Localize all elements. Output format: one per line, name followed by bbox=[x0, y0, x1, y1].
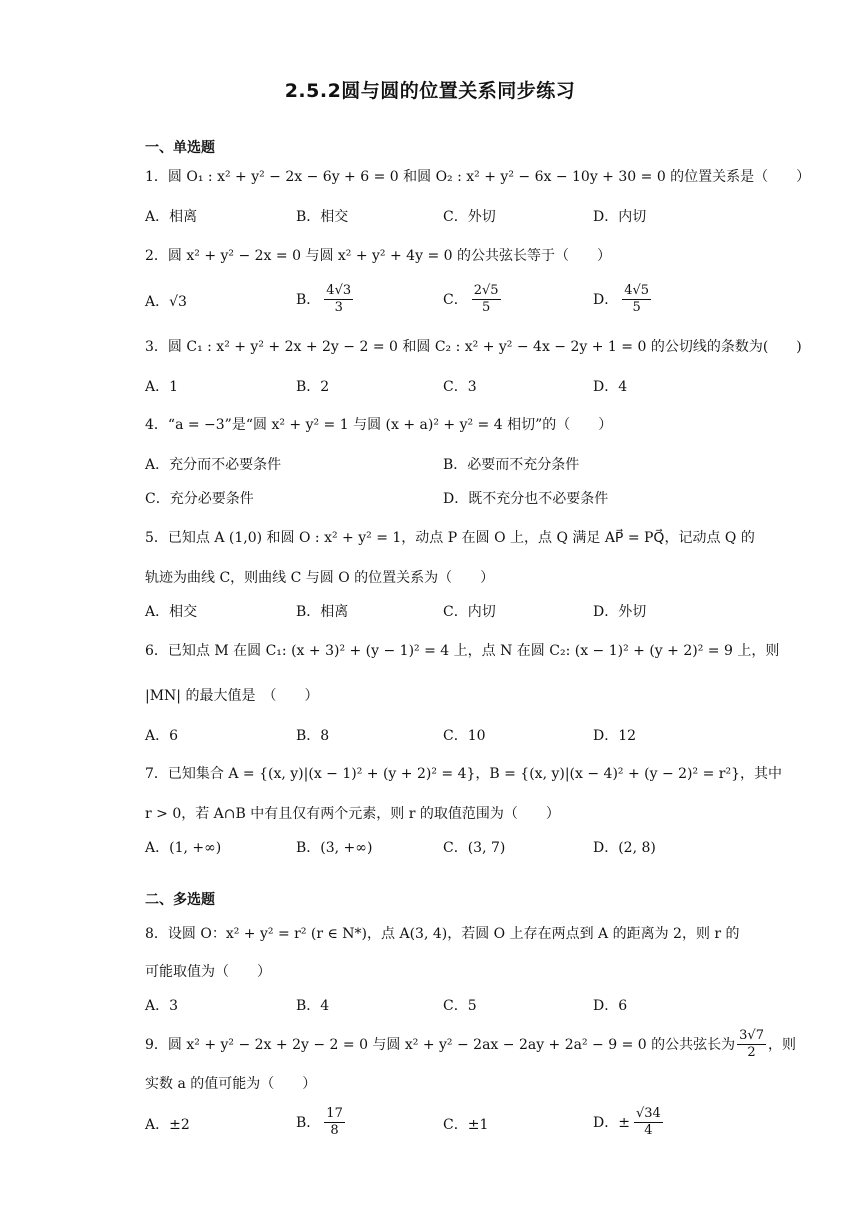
fraction-denominator: 2 bbox=[747, 1045, 756, 1060]
q6-option-a: A．6 bbox=[145, 728, 179, 744]
q1-option-b: B．相交 bbox=[296, 209, 349, 225]
fraction-numerator: 4√3 bbox=[326, 283, 352, 298]
fraction-denominator: 4 bbox=[644, 1123, 653, 1138]
question-9-line-1 bbox=[145, 1028, 796, 1061]
q7-option-d: D．(2, 8) bbox=[593, 840, 656, 856]
page-title: 2.5.2圆与圆的位置关系同步练习 bbox=[284, 80, 576, 102]
question-8-line-2: 可能取值为（ ） bbox=[145, 964, 271, 980]
q3-option-c: C．3 bbox=[443, 379, 477, 395]
section-heading-single: 一、单选题 bbox=[145, 140, 215, 156]
q7-option-a: A．(1, +∞) bbox=[145, 840, 222, 856]
question-6-line-1: 6．已知点 M 在圆 C₁: (x + 3)² + (y − 1)² = 4 上，点 N 在圆 C₂: (x − 1)² + (y + 2)² = 9 上，则 bbox=[145, 643, 780, 659]
question-2-stem: 2．圆 x² + y² − 2x = 0 与圆 x² + y² + 4y = 0 的公共弦长等于（ ） bbox=[145, 248, 611, 264]
q9-option-b bbox=[296, 1106, 345, 1139]
q3-option-b: B．2 bbox=[296, 379, 330, 395]
q7-option-c: C．(3, 7) bbox=[443, 840, 506, 856]
fraction-numerator: √34 bbox=[635, 1106, 661, 1121]
q5-option-b: B．相离 bbox=[296, 604, 349, 620]
q5-option-a: A．相交 bbox=[145, 604, 198, 620]
question-4-stem: 4．“a = −3”是“圆 x² + y² = 1 与圆 (x + a)² + y² = 4 相切”的（ ） bbox=[145, 417, 613, 433]
question-9-line-1-text: 9．圆 x² + y² − 2x + 2y − 2 = 0 与圆 x² + y² − 2ax − 2ay + 2a² − 9 = 0 的公共弦长为 bbox=[145, 1036, 736, 1053]
section-heading-multi: 二、多选题 bbox=[145, 892, 215, 908]
fraction-numerator: 2√5 bbox=[473, 283, 499, 298]
fraction-denominator: 3 bbox=[334, 300, 343, 315]
q1-option-c: C．外切 bbox=[443, 209, 496, 225]
q9-option-c: C．±1 bbox=[443, 1117, 489, 1133]
q5-option-c: C．内切 bbox=[443, 604, 496, 620]
q6-option-b: B．8 bbox=[296, 728, 330, 744]
question-1-stem: 1．圆 O₁ : x² + y² − 2x − 6y + 6 = 0 和圆 O₂ : x² + y² − 6x − 10y + 30 = 0 的位置关系是（ ） bbox=[145, 169, 811, 185]
fraction-denominator: 8 bbox=[330, 1123, 339, 1138]
question-9-line-2: 实数 a 的值可能为（ ） bbox=[145, 1076, 317, 1092]
q9-option-d-fraction bbox=[634, 1106, 663, 1139]
question-9-line-1-tail: ，则 bbox=[767, 1036, 796, 1053]
fraction-numerator: 3√7 bbox=[739, 1028, 764, 1043]
q9-option-b-letter: B． bbox=[296, 1114, 321, 1131]
q2-option-d-letter: D． bbox=[593, 291, 619, 308]
fraction-denominator: 5 bbox=[481, 300, 491, 315]
q8-option-a: A．3 bbox=[145, 998, 179, 1014]
fraction-numerator: 17 bbox=[326, 1106, 343, 1121]
q4-option-c: C．充分必要条件 bbox=[145, 491, 254, 507]
q8-option-d: D．6 bbox=[593, 998, 628, 1014]
q3-option-a: A．1 bbox=[145, 379, 179, 395]
q4-option-b: B．必要而不充分条件 bbox=[443, 457, 580, 473]
q2-option-d bbox=[593, 283, 651, 316]
question-9-fraction bbox=[737, 1028, 766, 1061]
q5-option-d: D．外切 bbox=[593, 604, 647, 620]
q8-option-c: C．5 bbox=[443, 998, 477, 1014]
q7-option-b: B．(3, +∞) bbox=[296, 840, 373, 856]
q9-option-b-fraction bbox=[324, 1106, 345, 1139]
question-7-line-2: r > 0，若 A∩B 中有且仅有两个元素，则 r 的取值范围为（ ） bbox=[145, 806, 560, 822]
q6-option-c: C．10 bbox=[443, 728, 486, 744]
fraction-numerator: 4√5 bbox=[624, 283, 650, 298]
q2-option-c-letter: C． bbox=[443, 291, 468, 308]
q4-option-a: A．充分而不必要条件 bbox=[145, 457, 282, 473]
q6-option-d: D．12 bbox=[593, 728, 637, 744]
q9-option-a: A．±2 bbox=[145, 1117, 190, 1133]
question-8-line-1: 8．设圆 O：x² + y² = r² (r ∈ N*)，点 A(3, 4)，若圆 O 上存在两点到 A 的距离为 2，则 r 的 bbox=[145, 926, 740, 942]
question-3-stem: 3．圆 C₁ : x² + y² + 2x + 2y − 2 = 0 和圆 C₂ : x² + y² − 4x − 2y + 1 = 0 的公切线的条数为( ) bbox=[145, 339, 802, 355]
q4-option-d: D．既不充分也不必要条件 bbox=[443, 491, 609, 507]
q9-option-d-letter: D．± bbox=[593, 1114, 630, 1131]
q2-option-b-letter: B． bbox=[296, 291, 321, 308]
q2-option-b bbox=[296, 283, 353, 316]
question-5-line-1: 5．已知点 A (1,0) 和圆 O : x² + y² = 1，动点 P 在圆 O 上，点 Q 满足 AP⃗ = PQ⃗，记动点 Q 的 bbox=[145, 530, 755, 546]
q2-option-a: A．√3 bbox=[145, 294, 187, 310]
q2-option-d-fraction bbox=[622, 283, 651, 316]
q3-option-d: D．4 bbox=[593, 379, 628, 395]
q9-option-d bbox=[593, 1106, 663, 1139]
q1-option-d: D．内切 bbox=[593, 209, 647, 225]
q2-option-c-fraction bbox=[472, 283, 501, 316]
q2-option-b-fraction bbox=[324, 283, 353, 316]
q1-option-a: A．相离 bbox=[145, 209, 198, 225]
question-7-line-1: 7．已知集合 A = {(x, y)|(x − 1)² + (y + 2)² = 4}，B = {(x, y)|(x − 4)² + (y − 2)² = r²}，其中 bbox=[145, 766, 782, 782]
fraction-denominator: 5 bbox=[632, 300, 641, 315]
q8-option-b: B．4 bbox=[296, 998, 330, 1014]
q2-option-c bbox=[443, 283, 501, 316]
question-6-line-2: |MN| 的最大值是 （ ） bbox=[145, 688, 319, 704]
question-5-line-2: 轨迹为曲线 C，则曲线 C 与圆 O 的位置关系为（ ） bbox=[145, 570, 495, 586]
